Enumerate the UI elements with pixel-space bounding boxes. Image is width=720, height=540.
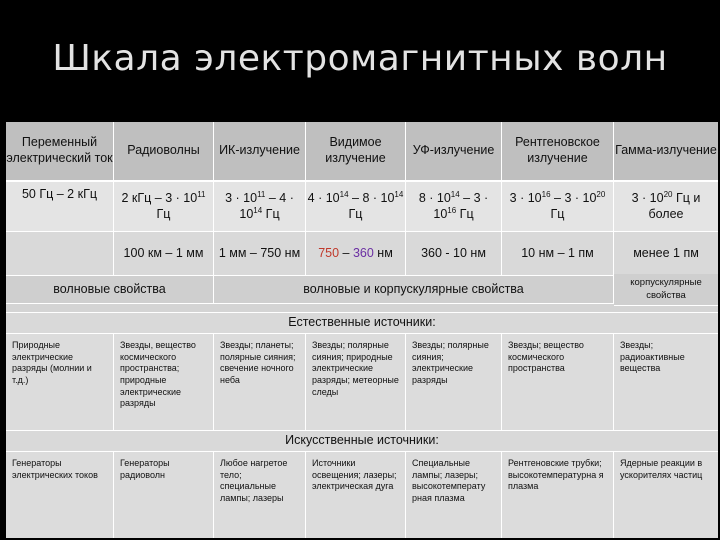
artificial-xray: Рентгеновские трубки; высокотемпературна я плазма <box>502 452 614 538</box>
header-ir: ИК-излучение <box>214 122 306 182</box>
wavelength-ac-empty <box>6 232 114 276</box>
natural-xray: Звезды; вещество космического пространства <box>502 334 614 430</box>
header-uv: УФ-излучение <box>406 122 502 182</box>
wavelength-ir: 1 мм – 750 нм <box>214 232 306 276</box>
artificial-radio: Генераторы радиоволн <box>114 452 214 538</box>
artificial-visible: Источники освещения; лазеры; электрическая дуга <box>306 452 406 538</box>
natural-ac: Природные электрические разряды (молнии и т.д.) <box>6 334 114 430</box>
wavelength-gamma: менее 1 пм <box>614 232 718 276</box>
artificial-ir: Любое нагретое тело; специальные лампы; лазеры <box>214 452 306 538</box>
freq-visible: $4 \cdot 10^{14} - 8 \cdot 10^{14}$ Гц <box>306 182 406 232</box>
natural-gamma: Звезды; радиоактивные вещества <box>614 334 718 430</box>
header-visible: Видимое излучение <box>306 122 406 182</box>
freq-radio: 2 кГц – $3 \cdot 10^{11}$ Гц <box>114 182 214 232</box>
freq-xray: $3 \cdot 10^{16} - 3 \cdot 10^{20}$ Гц <box>502 182 614 232</box>
property-wave: волновые свойства <box>6 276 214 304</box>
natural-visible: Звезды; полярные сияния; природные электрические разряды; метеорные следы <box>306 334 406 430</box>
freq-uv: $8 \cdot 10^{14} - 3 \cdot 10^{16}$ Гц <box>406 182 502 232</box>
natural-ir: Звезды; планеты; полярные сияния; свечение ночного неба <box>214 334 306 430</box>
artificial-gamma: Ядерные реакции в ускорителях частиц <box>614 452 718 538</box>
natural-radio: Звезды, вещество космического пространства; природные электрические разряды <box>114 334 214 430</box>
artificial-ac: Генераторы электрических токов <box>6 452 114 538</box>
em-scale-table <box>6 122 718 538</box>
wavelength-uv: 360 - 10 нм <box>406 232 502 276</box>
artificial-uv: Специальные лампы; лазеры; высокотемперату рная плазма <box>406 452 502 538</box>
header-xray: Рентгеновское излучение <box>502 122 614 182</box>
wavelength-xray: 10 нм – 1 пм <box>502 232 614 276</box>
header-gamma: Гамма-излучение <box>614 122 718 182</box>
freq-ac: 50 Гц – 2 кГц <box>6 182 114 232</box>
artificial-sources-label: Искусственные источники: <box>6 430 718 452</box>
property-wave-corpuscular: волновые и корпускулярные свойства <box>214 276 614 304</box>
natural-sources-label: Естественные источники: <box>6 312 718 334</box>
slide-title: Шкала электромагнитных волн <box>52 38 668 79</box>
wavelength-visible: 750 – 360 нм <box>306 232 406 276</box>
header-ac: Переменный электрический ток <box>6 122 114 182</box>
wavelength-radio: 100 км – 1 мм <box>114 232 214 276</box>
freq-gamma: $3 \cdot 10^{20}$ Гц и более <box>614 182 718 232</box>
freq-ir: $3 \cdot 10^{11} - 4 \cdot 10^{14}$ Гц <box>214 182 306 232</box>
natural-uv: Звезды; полярные сияния; электрические разряды <box>406 334 502 430</box>
header-radio: Радиоволны <box>114 122 214 182</box>
property-corpuscular: корпускулярные свойства <box>614 274 718 306</box>
